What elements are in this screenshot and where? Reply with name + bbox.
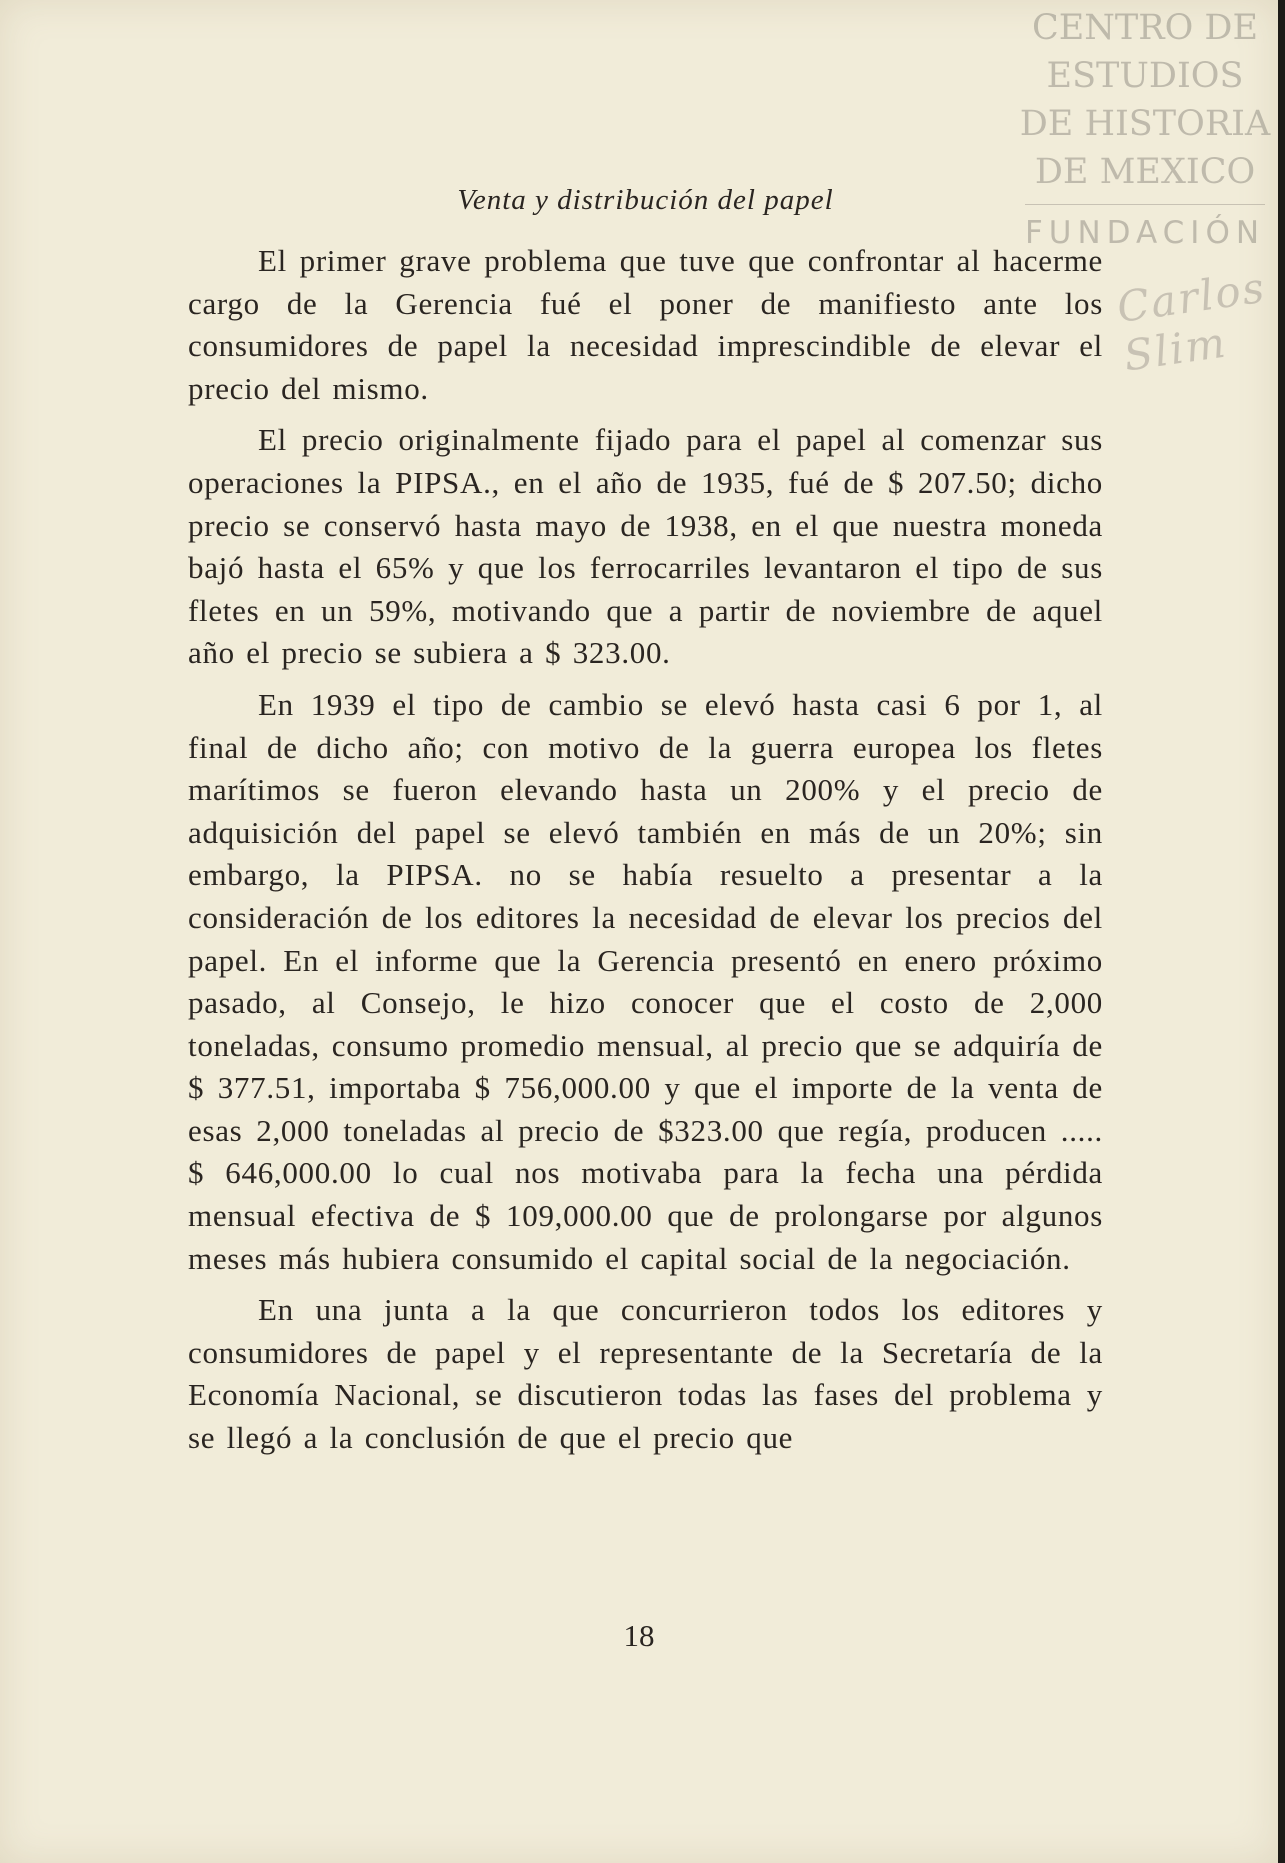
page-number: 18 [623,1618,655,1653]
watermark-foundation: FUNDACIÓN [1024,215,1266,251]
page-content [188,180,1103,1469]
paragraph-3: En 1939 el tipo de cambio se elevó hasta casi 6 por 1, al final de dicho año; con motivo de la guerra europea los fletes marítimos se fueron elevando hasta un 200% y el precio de adquisición del papel se elevó también en más de un 20%; sin embargo, la PIPSA. no se había resuelto a presentar a la consideración de los editores la necesidad de elevar los precios del papel. En el informe que la Gerencia presentó en enero próximo pasado, al Consejo, le hizo conocer que el costo de 2,000 toneladas, consumo promedio mensual, al precio que se adquiría de $ 377.51, importaba $ 756,000.00 y que el importe de la venta de esas 2,000 toneladas al precio de $323.00 que regía, producen ..... $ 646,000.00 lo cual nos motivaba para la fecha una pérdida mensual efectiva de $ 109,000.00 que de prolongarse por algunos meses más hubiera consumido el capital social de la negociación. [188,686,1103,1276]
watermark-signature: Carlos Slim [1113,262,1269,381]
paragraph-4: En una junta a la que concurrieron todos los editores y consumidores de papel y el representante de la Secretaría de la Economía Nacional, se discutieron todas las fases del problema y se llegó a la conclusión de que el precio que [188,1292,1103,1456]
paragraph-2: El precio originalmente fijado para el papel al comenzar sus operaciones la PIPSA., en el año de 1935, fué de $ 207.50; dicho precio se conservó hasta mayo de 1938, en el que nuestra moneda bajó hasta el 65% y que los ferrocarriles levantaron el tipo de sus fletes en un 59%, motivando que a partir de noviembre de aquel año el precio se subiera a $ 323.00. [188,422,1103,671]
paragraph-1: El primer grave problema que tuve que confrontar al hacerme cargo de la Gerencia fué el poner de manifiesto ante los consumidores de papel la necesidad imprescindible de elevar el precio del mismo. [188,243,1103,406]
watermark-line-2: ESTUDIOS [1046,56,1244,96]
watermark-line-1: CENTRO DE [1031,8,1259,48]
section-heading: Venta y distribución del papel [457,184,834,216]
watermark-line-3: DE HISTORIA [1019,104,1271,144]
scan-edge [1278,0,1285,1863]
watermark-line-4: DE MEXICO [1034,152,1256,192]
